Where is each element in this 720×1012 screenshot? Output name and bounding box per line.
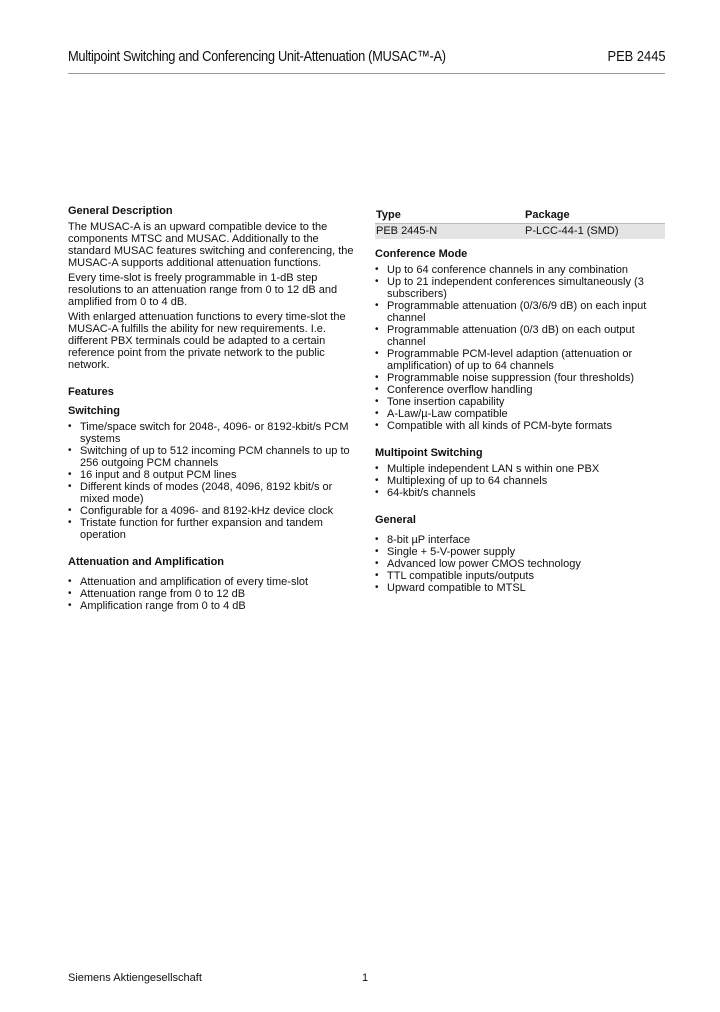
list-item: • Multiple independent LAN s within one PBX [375,463,665,475]
switching-list [68,421,360,541]
description-paragraph: Every time-slot is freely programmable in 1-dB step resolutions to an attenuation range from 0 to 12 dB and amplified from 0 to 4 dB. [68,272,338,308]
list-item: • Different kinds of modes (2048, 4096, 8192 kbit/s or mixed mode) [68,481,360,505]
list-item: • Single + 5-V-power supply [375,546,665,558]
list-item: • Switching of up to 512 incoming PCM channels to up to 256 outgoing PCM channels [68,445,360,469]
list-item: • Advanced low power CMOS technology [375,558,665,570]
part-number: PEB 2445 [607,48,666,65]
list-item: • Up to 21 independent conferences simultaneously (3 subscribers) [375,276,665,300]
list-item: • 16 input and 8 output PCM lines [68,469,360,481]
list-item: • Programmable attenuation (0/3 dB) on each output channel [375,324,665,348]
list-item: • Attenuation range from 0 to 12 dB [68,588,360,600]
list-item: • Conference overflow handling [375,384,665,396]
list-item: • 8-bit µP interface [375,534,665,546]
list-item: • Upward compatible to MTSL [375,582,665,594]
package-cell: P-LCC-44-1 (SMD) [524,224,665,240]
list-item: • A-Law/µ-Law compatible [375,408,665,420]
type-column-header: Type [375,209,524,224]
conference-mode-heading: Conference Mode [375,248,468,260]
switching-heading: Switching [68,405,120,417]
attenuation-list [68,576,360,612]
package-column-header: Package [524,209,665,224]
list-item: • Tristate function for further expansion and tandem operation [68,517,360,541]
list-item: • Configurable for a 4096- and 8192-kHz device clock [68,505,360,517]
list-item: • Up to 64 conference channels in any combination [375,264,665,276]
page-number: 1 [362,972,369,984]
list-item: • Time/space switch for 2048-, 4096- or 8192-kbit/s PCM systems [68,421,360,445]
footer-company: Siemens Aktiengesellschaft [68,972,202,984]
right-column [375,209,665,594]
list-item: • TTL compatible inputs/outputs [375,570,665,582]
multipoint-switching-list [375,463,665,499]
conference-mode-list [375,264,665,432]
list-item: • Programmable PCM-level adaption (attenuation or amplification) of up to 64 channels [375,348,665,372]
document-title: Multipoint Switching and Conferencing Unit-Attenuation (MUSAC™-A) [68,48,446,65]
ordering-table [375,209,665,239]
list-item: • Tone insertion capability [375,396,665,408]
table-row [375,224,665,240]
list-item: • Multiplexing of up to 64 channels [375,475,665,487]
general-list [375,534,665,594]
description-paragraph: The MUSAC-A is an upward compatible device to the components MTSC and MUSAC. Additionally to the standard MUSAC features switching and conferencing, the MUSAC-A supports additional attenuation functions. [68,221,354,269]
list-item: • Compatible with all kinds of PCM-byte formats [375,420,665,432]
list-item: • Attenuation and amplification of every time-slot [68,576,360,588]
header-divider [68,73,665,74]
attenuation-heading: Attenuation and Amplification [68,556,225,568]
multipoint-switching-heading: Multipoint Switching [375,447,483,459]
list-item: • Programmable attenuation (0/3/6/9 dB) on each input channel [375,300,665,324]
features-heading: Features [68,386,114,398]
list-item: • Programmable noise suppression (four thresholds) [375,372,665,384]
description-paragraph: With enlarged attenuation functions to every time-slot the MUSAC-A fulfills the ability for new requirements. I.e. different PBX terminals could be adapted to a certain reference point from the private network to the public network. [68,311,346,371]
general-heading: General [375,514,416,526]
list-item: • 64-kbit/s channels [375,487,665,499]
list-item: • Amplification range from 0 to 4 dB [68,600,360,612]
general-description-heading: General Description [68,205,173,217]
type-cell: PEB 2445-N [375,224,524,240]
left-column [68,204,360,612]
